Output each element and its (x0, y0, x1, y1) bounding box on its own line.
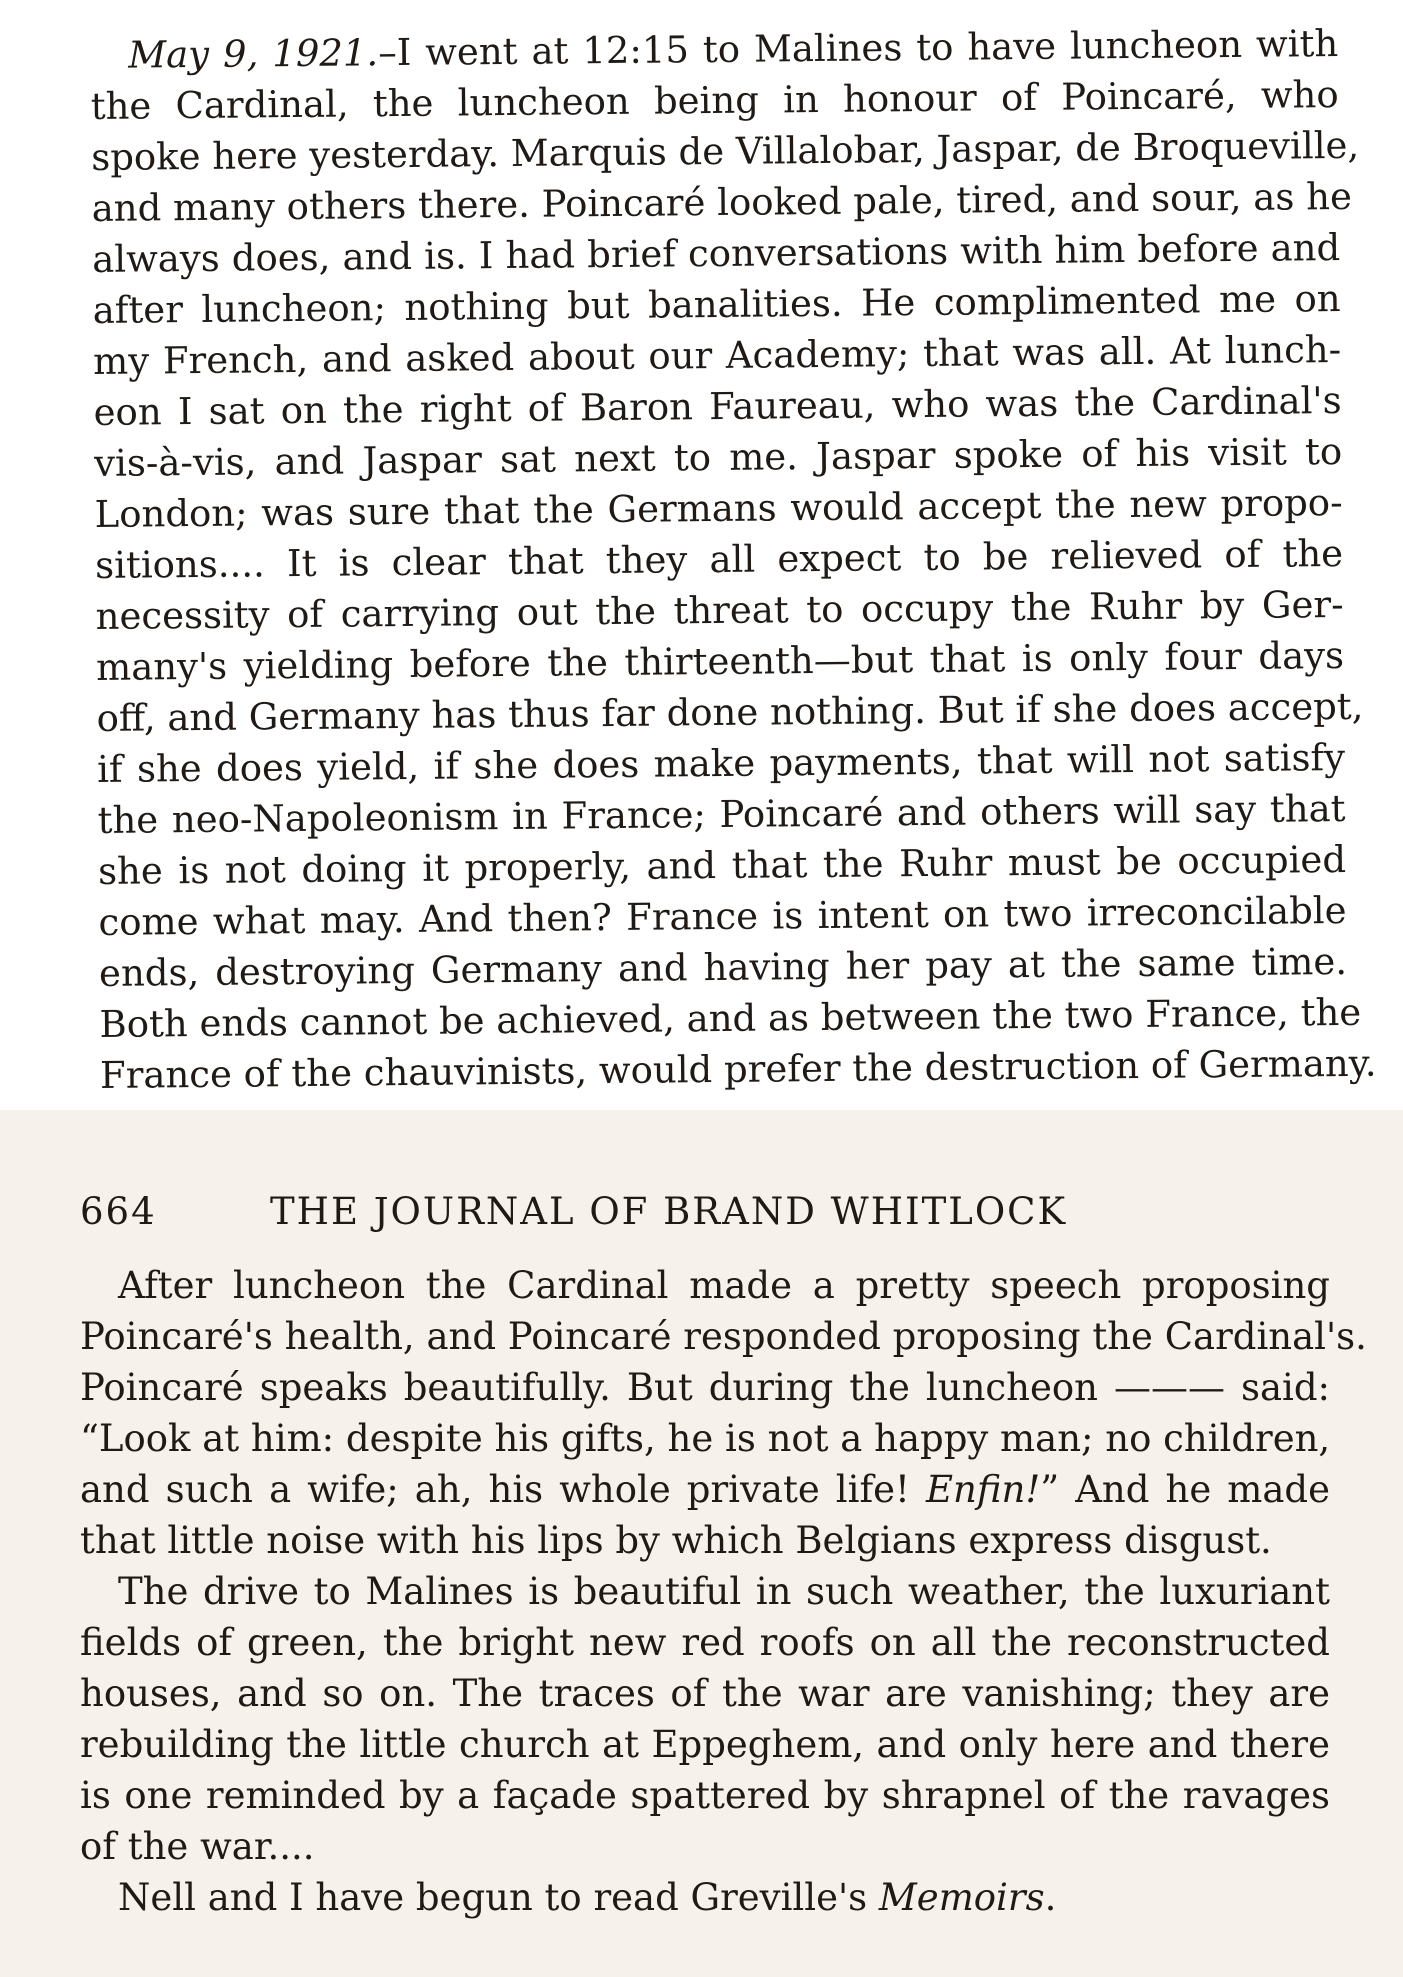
text-line: fields of green, the bright new red roofs on all the reconstructed (80, 1621, 1330, 1664)
text-line: and many others there. Poincaré looked pale, tired, and sour, as he (91, 174, 1353, 230)
book-title: THE JOURNAL OF BRAND WHITLOCK (270, 1190, 1068, 1233)
italic-phrase: Enfin! (926, 1468, 1041, 1511)
text-line: of the war.... (80, 1825, 315, 1868)
text-line (80, 1464, 1330, 1515)
text-line: Poincaré speaks beautifully. But during the luncheon ——— said: (80, 1366, 1330, 1409)
text-line: always does, and is. I had brief conversations with him before and (91, 226, 1341, 281)
text-line: eon I sat on the right of Baron Faureau, who was the Cardinal's (93, 379, 1342, 434)
text-line: the neo-Napoleonism in France; Poincaré and others will say that (97, 786, 1346, 842)
text-line: ends, destroying Germany and having her pay at the same time. (98, 939, 1348, 995)
text-line: Poincaré's health, and Poincaré responded proposing the Cardinal's. (80, 1315, 1367, 1358)
book-title-memoirs: Memoirs (878, 1876, 1045, 1919)
text-line: is one reminded by a façade spattered by shrapnel of the ravages (80, 1774, 1330, 1817)
text-line: vis-à-vis, and Jaspar sat next to me. Jaspar spoke of his visit to (93, 430, 1343, 485)
text-line: rebuilding the little church at Eppeghem, and only here and there (80, 1723, 1330, 1766)
text-line: after luncheon; nothing but banalities. He complimented me on (92, 277, 1341, 332)
text-line: my French, and asked about our Academy; that was all. At lunch- (92, 328, 1342, 383)
text-fragment: Nell and I have begun to read Greville's (118, 1876, 879, 1919)
text-line: France of the chauvinists, would prefer the destruction of Germany. (99, 1041, 1377, 1097)
text-line: After luncheon the Cardinal made a pretty speech proposing (118, 1264, 1330, 1307)
text-line: Both ends cannot be achieved, and as between the two France, the (99, 990, 1362, 1046)
running-head (80, 1190, 1140, 1234)
page-number: 664 (80, 1190, 157, 1233)
text-line: houses, and so on. The traces of the war are vanishing; they are (80, 1672, 1330, 1715)
text-line: spoke here yesterday. Marquis de Villalobar, Jaspar, de Broqueville, (91, 123, 1360, 179)
text-line: that little noise with his lips by which Belgians express disgust. (80, 1519, 1272, 1562)
text-line: she is not doing it properly, and that the Ruhr must be occupied (97, 837, 1347, 893)
text-line: sitions.... It is clear that they all expect to be relieved of the (94, 531, 1344, 587)
text-line (80, 1872, 1330, 1923)
text-line: The drive to Malines is beautiful in such weather, the luxuriant (118, 1570, 1330, 1613)
text-line: come what may. And then? France is intent on two irreconcilable (98, 888, 1347, 944)
text-line: off, and Germany has thus far done nothing. But if she does accept, (96, 684, 1364, 740)
text-line-content: –I went at 12:15 to Malines to have luncheon with (377, 22, 1339, 75)
entry-date: May 9, 1921. (128, 31, 379, 77)
text-fragment: and such a wife; ah, his whole private life! (80, 1468, 926, 1511)
journal-body-text (80, 1260, 1367, 1923)
text-line: “Look at him: despite his gifts, he is not a happy man; no children, (80, 1417, 1331, 1460)
text-line: many's yielding before the thirteenth—but that is only four days (95, 633, 1345, 689)
text-fragment: ” And he made (1040, 1468, 1331, 1511)
text-line: London; was sure that the Germans would accept the new propo- (94, 480, 1343, 536)
text-line: the Cardinal, the luncheon being in honour of Poincaré, who (90, 73, 1339, 128)
text-line: necessity of carrying out the threat to occupy the Ruhr by Ger- (95, 582, 1344, 638)
bottom-excerpt (0, 1110, 1403, 1977)
journal-entry-may-9 (90, 18, 1377, 1101)
text-line: if she does yield, if she does make payments, that will not satisfy (96, 735, 1346, 791)
text-fragment: . (1044, 1876, 1057, 1919)
